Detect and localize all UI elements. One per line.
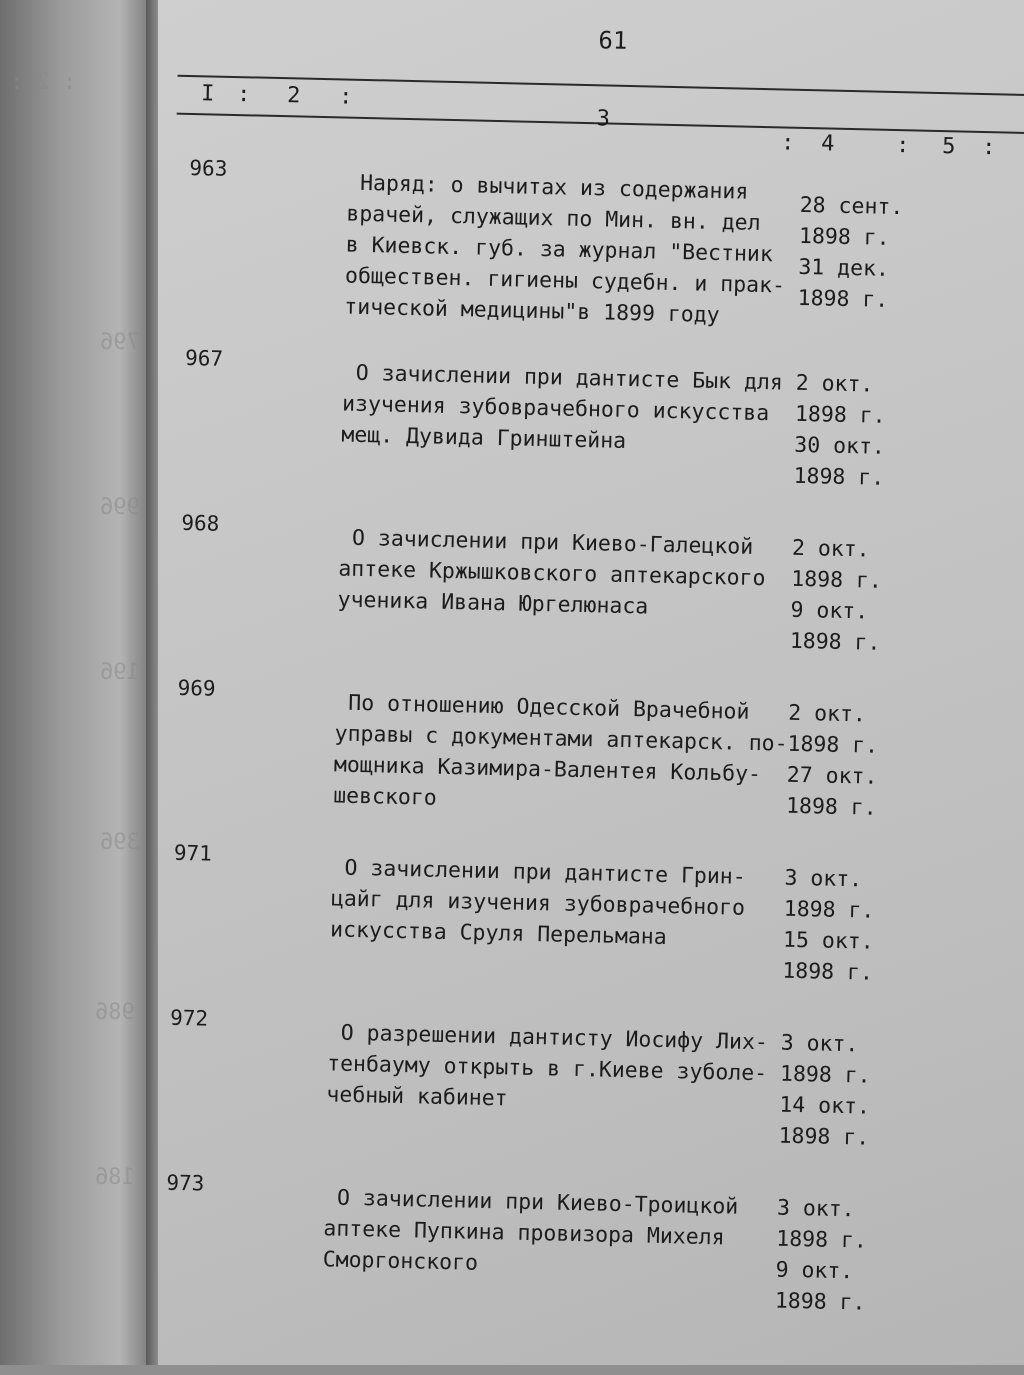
header-col-5: 5 — [941, 134, 956, 160]
date-line: 2 окт. — [787, 700, 867, 728]
text-line: Наряд: о вычитах из содержания — [346, 170, 749, 205]
date-line: 2 окт. — [791, 535, 870, 563]
bleed-through-mark: 196 — [100, 660, 140, 685]
date-line: 14 окт. — [779, 1092, 871, 1120]
text-line: в Киевск. губ. за журнал "Вестник — [345, 232, 774, 268]
date-line: 9 окт. — [790, 597, 869, 625]
list-item — [156, 1005, 1006, 1151]
text-line: тенбауму открыть в г.Киеве зуболе- — [326, 1051, 768, 1087]
bleed-through-mark: 986 — [95, 1000, 135, 1025]
text-line: Сморгонского — [322, 1247, 479, 1276]
date-line: 30 окт. — [794, 432, 886, 460]
date-line: 3 окт. — [784, 865, 863, 893]
date-line: 1898 г. — [785, 793, 877, 821]
date-line: 1898 г. — [798, 223, 890, 251]
text-line: изучения зубоврачебного искусства — [341, 391, 770, 427]
facing-page — [0, 0, 150, 1365]
header-col-1: I — [200, 81, 215, 107]
text-line: О разрешении дантисту Иосифу Лих- — [327, 1020, 769, 1056]
text-line: О зачислении при Киево-Троицкой — [323, 1185, 739, 1220]
entry-number: 969 — [177, 675, 216, 701]
entry-description — [326, 1017, 798, 1121]
header-separator: : — [895, 133, 910, 159]
text-line: чебный кабинет — [326, 1082, 508, 1112]
entry-dates — [778, 1028, 901, 1155]
header-separator: : — [981, 134, 996, 161]
date-line: 1898 г. — [776, 1226, 868, 1254]
text-line: О зачислении при дантисте Бык для — [342, 360, 784, 396]
entry-number: 972 — [169, 1005, 209, 1031]
header-col-4: 4 — [820, 131, 835, 157]
date-line: 2 окт. — [795, 370, 874, 398]
list-item — [160, 840, 1010, 986]
text-line: цайг для изучения зубоврачебного — [330, 886, 746, 921]
text-line: аптеке Пупкина провизора Михеля — [323, 1216, 725, 1251]
text-line: искусства Сруля Перельмана — [329, 917, 667, 951]
entry-dates — [793, 368, 916, 495]
entry-description — [344, 168, 817, 334]
date-line: 15 окт. — [782, 927, 874, 955]
text-line: тической медицины"в 1899 году — [344, 294, 720, 329]
header-separator: : — [780, 130, 795, 156]
entry-dates — [786, 698, 909, 825]
date-line: 1898 г. — [797, 285, 889, 313]
list-item — [176, 155, 1024, 329]
text-line: мещ. Дувида Гринштейна — [341, 422, 627, 454]
entry-number: 973 — [166, 1170, 205, 1196]
bleed-through-mark: 186 — [95, 1165, 135, 1190]
list-item — [164, 675, 1014, 821]
entry-description — [333, 687, 806, 822]
date-line: 27 окт. — [786, 762, 878, 790]
entry-number: 968 — [181, 510, 220, 536]
header-separator: : — [236, 82, 251, 108]
date-line: 1898 г. — [794, 401, 886, 429]
text-line: О зачислении при Киево-Галецкой — [338, 525, 754, 560]
date-line: 9 окт. — [775, 1257, 854, 1285]
header-rule-top — [178, 75, 1024, 96]
list-item — [171, 345, 1021, 491]
date-line: 1898 г. — [783, 896, 875, 924]
text-line: врачей, служащих по Мин. вн. дел — [346, 201, 761, 236]
entry-number: 967 — [184, 345, 224, 371]
date-line: 1898 г. — [782, 958, 874, 986]
date-line: 28 сент. — [799, 192, 904, 221]
text-line: управы с документами аптекарск. по- — [334, 721, 788, 757]
date-line: 1898 г. — [779, 1061, 871, 1089]
text-line: шевского — [332, 783, 438, 811]
page-content — [129, 0, 1024, 1375]
date-line: 1898 г. — [778, 1123, 870, 1151]
entry-description — [337, 522, 809, 626]
entry-description — [322, 1182, 794, 1286]
bleed-through-mark: : 2 : — [10, 70, 77, 95]
entry-description — [341, 358, 813, 462]
document-page — [158, 0, 1024, 1365]
bleed-through-mark: 396 — [100, 830, 140, 855]
text-line: аптеке Кржышковского аптекарского — [338, 556, 766, 592]
entry-description — [330, 852, 802, 956]
text-line: По отношению Одесской Врачебной — [335, 690, 750, 725]
entry-dates — [790, 533, 913, 660]
date-line: 1898 г. — [793, 463, 885, 491]
text-line: ученика Ивана Юргелюнаса — [337, 587, 649, 620]
text-line: мощника Казимира-Валентея Кольбу- — [333, 752, 762, 788]
text-line: О зачислении при дантисте Грин- — [331, 855, 747, 890]
header-col-3: 3 — [596, 106, 611, 132]
bleed-through-mark: 996 — [100, 495, 140, 520]
date-line: 31 дек. — [798, 254, 890, 282]
header-col-2: 2 — [286, 83, 301, 109]
date-line: 1898 г. — [790, 566, 883, 594]
list-item — [153, 1170, 1003, 1316]
list-item — [168, 510, 1018, 656]
entry-number: 963 — [189, 155, 228, 181]
entry-number: 971 — [173, 840, 213, 866]
page-number: 61 — [598, 26, 628, 55]
date-line: 1898 г. — [774, 1288, 866, 1316]
entry-dates — [797, 190, 920, 317]
date-line: 1898 г. — [787, 731, 879, 759]
entry-dates — [775, 1193, 898, 1320]
header-separator: : — [338, 84, 353, 110]
date-line: 1898 г. — [789, 628, 881, 656]
entry-dates — [782, 863, 905, 990]
date-line: 3 окт. — [776, 1195, 855, 1223]
text-line: обществен. гигиены судебн. и прак- — [344, 263, 786, 299]
bleed-through-mark: 796 — [100, 330, 140, 355]
date-line: 3 окт. — [780, 1030, 859, 1058]
